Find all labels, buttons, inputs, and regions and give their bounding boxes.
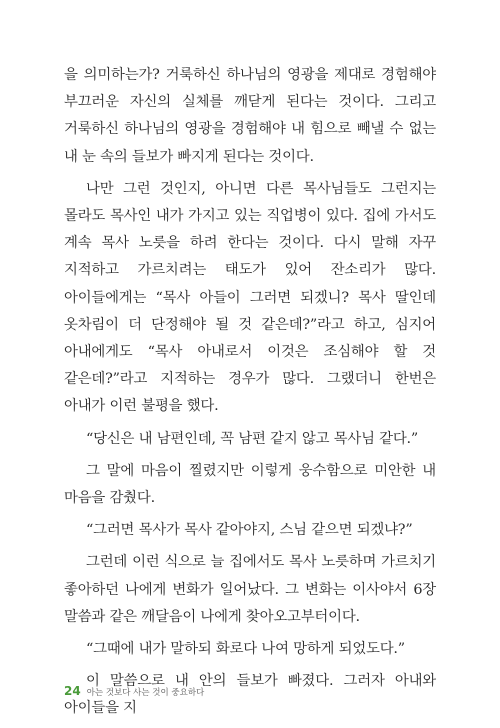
paragraph-8: 이 말씀으로 내 안의 들보가 빠졌다. 그러자 아내와 아이들을 지 [64,673,436,717]
page-number: 24 [64,684,81,698]
paragraph-7-quote: “그때에 내가 말하되 화로다 나여 망하게 되었도다.” [86,641,405,658]
paragraph-2: 나만 그런 것인지, 아니면 다른 목사님들도 그런지는 몰라도 목사인 내가 가지고 있는 직업병이 있다. 집에 가서도 계속 목사 노릇을 하려 한다는 것이다. 다시 말해 자꾸 지적하고 가르치려는 태도가 있어 잔소리가 많다. 아이들에게는 “목사 아들이 그러면 되겠니? 목사 딸인데 옷차림이 더 단정해야 될 것 같은데?”라고 하고, 심지어 아내에게도 “목사 아내로서 이것은 조심해야 할 것 같은데?”라고 지적하는 경우가 많다. 그랬더니 한번은 아내가 이런 불평을 했다. [64,180,436,415]
body-text [64,62,436,728]
paragraph-1: 을 의미하는가? 거룩하신 하나님의 영광을 제대로 경험해야 부끄러운 자신의 실체를 깨닫게 된다는 것이다. 그리고 거룩하신 하나님의 영광을 경험해야 내 힘으로 빼낼 수 없는 내 눈 속의 들보가 빠지게 된다는 것이다. [64,67,436,165]
running-title: 아는 것보다 사는 것이 중요하다 [86,688,205,698]
page-footer [64,684,204,698]
paragraph-5-quote: “그러면 목사가 목사 같아야지, 스님 같으면 되겠냐?” [86,522,413,539]
paragraph-4: 그 말에 마음이 찔렸지만 이렇게 웅수함으로 미안한 내 마음을 감췄다. [64,462,436,507]
paragraph-6: 그런데 이런 식으로 늘 집에서도 목사 노릇하며 가르치기 좋아하던 나에게 변화가 일어났다. 그 변화는 이사야서 6장 말씀과 같은 깨달음이 나에게 찾아오고부터이다. [64,554,436,625]
paragraph-3-quote: “당신은 내 남편인데, 꼭 남편 같지 않고 목사님 같다.” [86,430,419,447]
